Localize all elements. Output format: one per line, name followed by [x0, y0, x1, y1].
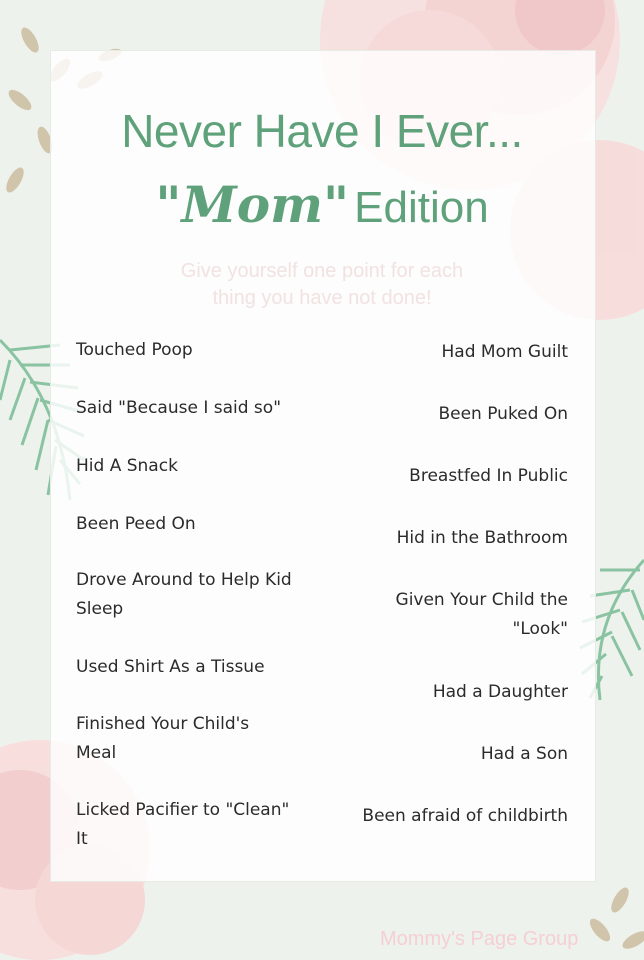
list-item: Had Mom Guilt [441, 342, 568, 362]
list-item: Licked Pacifier to "Clean" It [76, 800, 290, 849]
list-item: Been Puked On [438, 404, 568, 424]
edition-subtitle [0, 175, 644, 234]
list-item: Hid in the Bathroom [396, 528, 568, 548]
beige-branch-bottom-right [586, 885, 644, 952]
instructions-line-1: Give yourself one point for each [180, 260, 464, 282]
list-item: Breastfed In Public [409, 466, 568, 486]
list-item: Had a Daughter [432, 682, 568, 702]
list-item: Had a Son [480, 744, 568, 764]
list-item: Given Your Child the "Look" [395, 590, 568, 639]
list-item: Been Peed On [76, 514, 196, 534]
watermark: Mommy's Page Group [380, 928, 579, 950]
instructions-line-2: thing you have not done! [212, 287, 432, 309]
page-title: Never Have I Ever... [121, 105, 523, 157]
mom-word: "Mom" [155, 175, 350, 234]
instructions [150, 258, 494, 312]
list-item: Touched Poop [76, 340, 193, 360]
list-item: Used Shirt As a Tissue [76, 657, 265, 677]
list-item: Said "Because I said so" [76, 398, 282, 418]
list-item: Hid A Snack [76, 456, 178, 476]
list-item: Finished Your Child's Meal [76, 714, 250, 763]
list-item: Drove Around to Help Kid Sleep [76, 570, 292, 619]
edition-word: Edition [354, 183, 489, 232]
list-item: Been afraid of childbirth [362, 806, 568, 826]
